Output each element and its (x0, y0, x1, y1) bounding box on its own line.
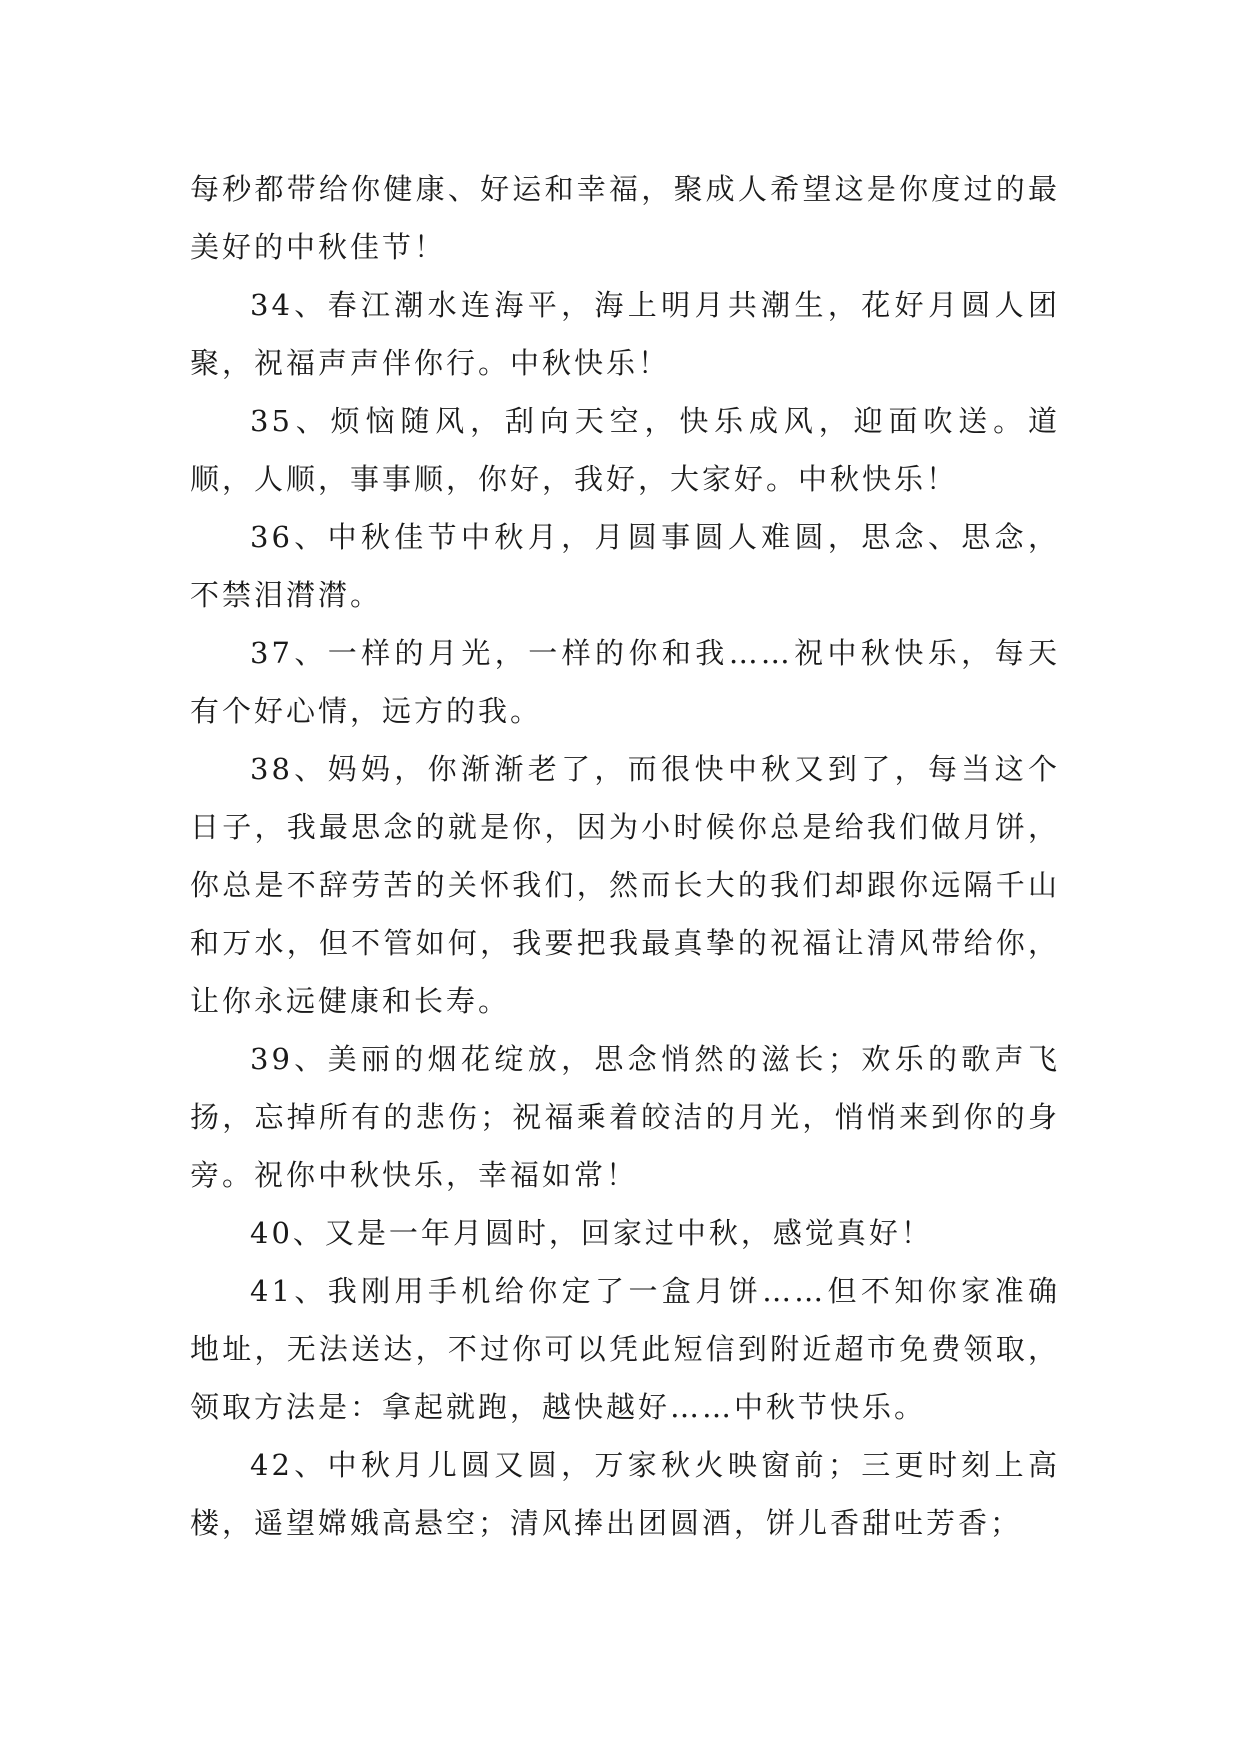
document-page (190, 160, 1060, 1552)
paragraph-36: 36、中秋佳节中秋月，月圆事圆人难圆，思念、思念，不禁泪潸潸。 (190, 520, 1060, 612)
paragraph-40: 40、又是一年月圆时，回家过中秋，感觉真好！ (250, 1216, 933, 1250)
paragraph-39: 39、美丽的烟花绽放，思念悄然的滋长；欢乐的歌声飞扬，忘掉所有的悲伤；祝福乘着皎洁的月光，悄悄来到你的身旁。祝你中秋快乐，幸福如常！ (190, 1042, 1060, 1192)
paragraph-38: 38、妈妈，你渐渐老了，而很快中秋又到了，每当这个日子，我最思念的就是你，因为小时候你总是给我们做月饼，你总是不辞劳苦的关怀我们，然而长大的我们却跟你远隔千山和万水，但不管如何，我要把我最真挚的祝福让清风带给你，让你永远健康和长寿。 (190, 752, 1060, 1018)
paragraph-41: 41、我刚用手机给你定了一盒月饼……但不知你家准确地址，无法送达，不过你可以凭此短信到附近超市免费领取，领取方法是：拿起就跑，越快越好……中秋节快乐。 (190, 1274, 1060, 1424)
paragraph-35: 35、烦恼随风，刮向天空，快乐成风，迎面吹送。道顺，人顺，事事顺，你好，我好，大家好。中秋快乐！ (190, 404, 1060, 496)
paragraph-37: 37、一样的月光，一样的你和我……祝中秋快乐，每天有个好心情，远方的我。 (190, 636, 1060, 728)
paragraph-34: 34、春江潮水连海平，海上明月共潮生，花好月圆人团聚，祝福声声伴你行。中秋快乐！ (190, 288, 1060, 380)
paragraph-42: 42、中秋月儿圆又圆，万家秋火映窗前；三更时刻上高楼，遥望嫦娥高悬空；清风捧出团圆酒，饼儿香甜吐芳香； (190, 1448, 1060, 1540)
paragraph-continuation: 每秒都带给你健康、好运和幸福，聚成人希望这是你度过的最美好的中秋佳节！ (190, 172, 1060, 264)
